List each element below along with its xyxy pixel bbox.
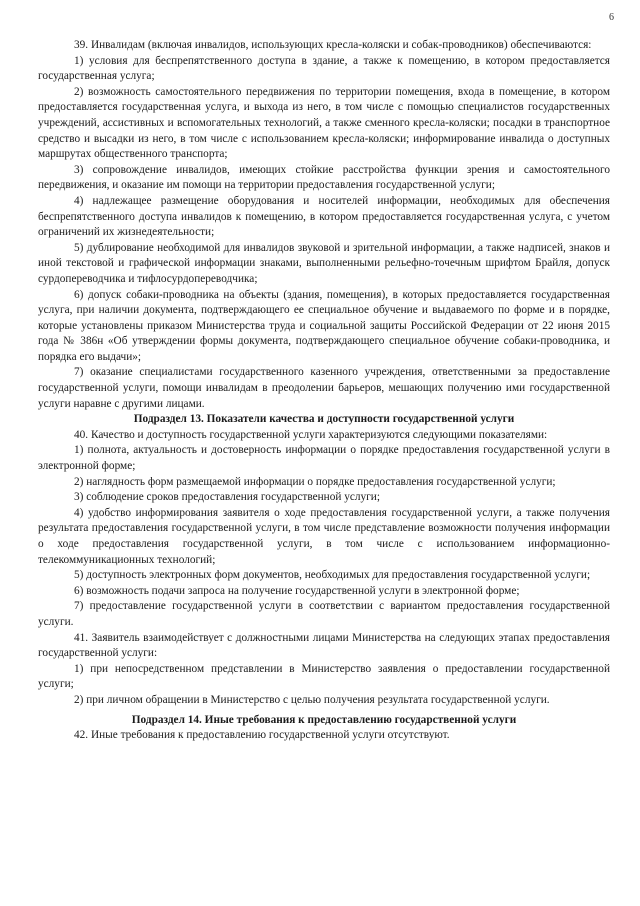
list-item: 1) условия для беспрепятственного доступа в здание, а также к помещению, в котором предоставляется государственная услуга; [38, 54, 610, 83]
document-body [38, 38, 610, 744]
list-item: 4) надлежащее размещение оборудования и носителей информации, необходимых для обеспечения беспрепятственного доступа инвалидов к помещению, в котором предоставляется государственная услуга, с учетом ограничений их жизнедеятельности; [38, 194, 610, 239]
list-item: 4) удобство информирования заявителя о ходе предоставления государственной услуги, а также получения результата предоставления государственной услуги, в том числе представление возможности получения информации о ходе предоставления государственной услуги, в том числе с использованием информационно-телекоммуникационных технологий; [38, 506, 610, 566]
paragraph-40: 40. Качество и доступность государственной услуги характеризуются следующими показателями: [74, 428, 548, 441]
list-item: 1) при непосредственном представлении в Министерство заявления о предоставлении государственной услуги; [38, 662, 610, 691]
paragraph-41: 41. Заявитель взаимодействует с должностными лицами Министерства на следующих этапах предоставления государственной услуги: [38, 631, 610, 660]
list-item: 1) полнота, актуальность и достоверность информации о порядке предоставления государственной услуги в электронной форме; [38, 444, 610, 473]
list-item: 6) возможность подачи запроса на получение государственной услуги в электронной форме; [74, 584, 520, 597]
list-item: 2) наглядность форм размещаемой информации о порядке предоставления государственной услуги; [74, 475, 556, 488]
list-item: 7) оказание специалистами государственного казенного учреждения, ответственными за предоставление государственной услуги, помощи инвалидам в преодолении барьеров, мешающих получению ими государственной услуги наравне с другими лицами. [38, 366, 610, 410]
list-item: 3) сопровождение инвалидов, имеющих стойкие расстройства функции зрения и самостоятельного передвижения, и оказание им помощи на территории предоставления государственной услуги; [38, 163, 610, 192]
page-number: 6 [609, 12, 614, 23]
list-item: 2) при личном обращении в Министерство с целью получения результата государственной услуги. [74, 693, 550, 706]
list-item: 2) возможность самостоятельного передвижения по территории помещения, входа в помещение, в котором предоставляется государственная услуга, и выхода из него, в том числе с помощью специалистов государственных учреждений, ассистивных и вспомогательных технологий, а также сменного кресла-коляски; посадки в транспортное средство и высадки из него, в том числе с использованием кресла-коляски; информирование инвалида о доступных маршрутах общественного транспорта; [38, 85, 610, 161]
list-item: 6) допуск собаки-проводника на объекты (здания, помещения), в которых предоставляется государственная услуга, при наличии документа, подтверждающего ее специальное обучение и выдаваемого по форме и в порядке, которые установлены приказом Министерства труда и социальной защиты Российской Федерации от 22 июня 2015 года № 386н «Об утверждении формы документа, подтверждающего специальное обучение собаки-проводника, и порядка его выдачи»; [38, 288, 610, 363]
paragraph-42: 42. Иные требования к предоставлению государственной услуги отсутствуют. [74, 729, 450, 742]
list-item: 7) предоставление государственной услуги в соответствии с вариантом предоставления государственной услуги. [38, 600, 610, 628]
paragraph-39: 39. Инвалидам (включая инвалидов, использующих кресла-коляски и собак-проводников) обеспечиваются: [74, 39, 592, 51]
subsection-13-heading: Подраздел 13. Показатели качества и доступности государственной услуги [133, 413, 515, 426]
list-item: 5) дублирование необходимой для инвалидов звуковой и зрительной информации, а также надписей, знаков и иной текстовой и графической информации знаками, выполненными рельефно-точечным шрифтом Брайля, допуск сурдопереводчика и тифлосурдопереводчика; [38, 241, 610, 285]
list-item: 3) соблюдение сроков предоставления государственной услуги; [74, 491, 380, 504]
subsection-14-heading: Подраздел 14. Иные требования к предоставлению государственной услуги [131, 713, 517, 726]
list-item: 5) доступность электронных форм документов, необходимых для предоставления государственной услуги; [74, 569, 591, 582]
